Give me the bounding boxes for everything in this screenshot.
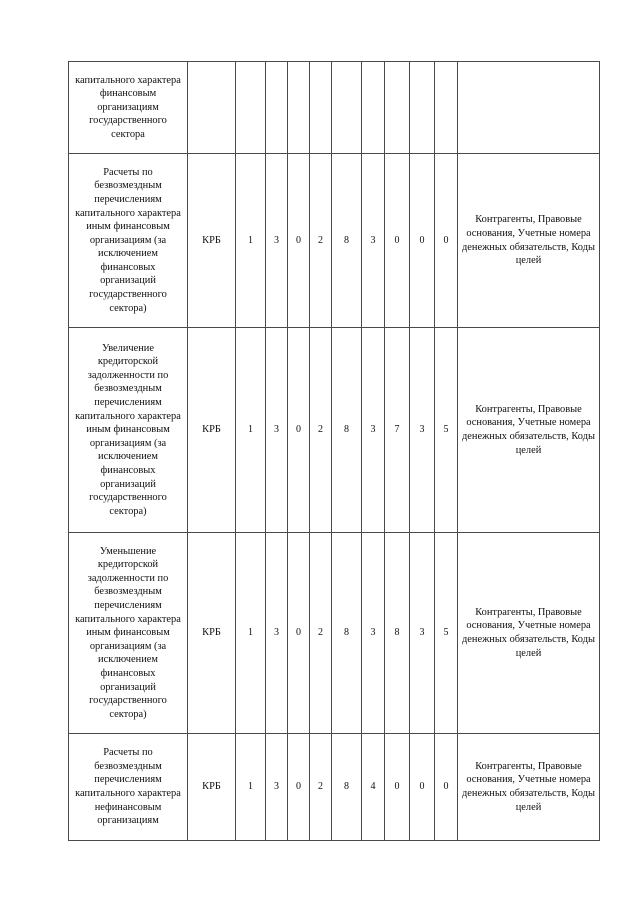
account-code-digit-cell — [410, 62, 435, 154]
account-code-digit-cell: 0 — [288, 328, 310, 533]
account-code-digit-cell — [385, 62, 410, 154]
accounts-table — [68, 61, 600, 841]
account-code-digit-cell: 2 — [310, 154, 332, 328]
account-code-digit-cell: 2 — [310, 328, 332, 533]
account-name-cell: Уменьшение кредиторской задолженности по безвозмездным перечислениям капитального характера иным финансовым организациям (за исключением финансовых организаций государственного сектора) — [69, 533, 188, 734]
account-code-digit-cell: 0 — [385, 734, 410, 841]
account-code-digit-cell: 3 — [266, 533, 288, 734]
table-row — [69, 328, 600, 533]
account-name-cell: Увеличение кредиторской задолженности по безвозмездным перечислениям капитального характера иным финансовым организациям (за исключением финансовых организаций государственного сектора) — [69, 328, 188, 533]
account-code-digit-cell: 0 — [435, 734, 458, 841]
analytics-cell: Контрагенты, Правовые основания, Учетные номера денежных обязательств, Коды целей — [458, 328, 600, 533]
kpb-cell: КРБ — [188, 734, 236, 841]
kpb-cell: КРБ — [188, 328, 236, 533]
account-code-digit-cell: 2 — [310, 533, 332, 734]
account-code-digit-cell: 0 — [288, 533, 310, 734]
account-code-digit-cell: 8 — [332, 734, 362, 841]
account-code-digit-cell — [310, 62, 332, 154]
account-code-digit-cell: 0 — [435, 154, 458, 328]
account-code-digit-cell: 1 — [236, 154, 266, 328]
account-code-digit-cell: 3 — [266, 328, 288, 533]
account-code-digit-cell: 7 — [385, 328, 410, 533]
account-code-digit-cell: 1 — [236, 328, 266, 533]
account-code-digit-cell: 4 — [362, 734, 385, 841]
account-code-digit-cell: 3 — [266, 734, 288, 841]
account-code-digit-cell: 3 — [410, 533, 435, 734]
account-code-digit-cell: 0 — [410, 734, 435, 841]
account-code-digit-cell: 1 — [236, 533, 266, 734]
account-code-digit-cell: 8 — [332, 328, 362, 533]
account-code-digit-cell: 0 — [288, 154, 310, 328]
table-row — [69, 734, 600, 841]
account-code-digit-cell: 3 — [410, 328, 435, 533]
account-code-digit-cell — [332, 62, 362, 154]
account-code-digit-cell: 2 — [310, 734, 332, 841]
analytics-cell: Контрагенты, Правовые основания, Учетные номера денежных обязательств, Коды целей — [458, 533, 600, 734]
account-name-cell: Расчеты по безвозмездным перечислениям капитального характера иным финансовым организациям (за исключением финансовых организаций государственного сектора) — [69, 154, 188, 328]
account-code-digit-cell — [236, 62, 266, 154]
account-code-digit-cell: 5 — [435, 328, 458, 533]
account-code-digit-cell: 5 — [435, 533, 458, 734]
table-row — [69, 62, 600, 154]
account-code-digit-cell: 3 — [266, 154, 288, 328]
analytics-cell: Контрагенты, Правовые основания, Учетные номера денежных обязательств, Коды целей — [458, 154, 600, 328]
table-row — [69, 533, 600, 734]
kpb-cell — [188, 62, 236, 154]
account-code-digit-cell: 0 — [288, 734, 310, 841]
analytics-cell — [458, 62, 600, 154]
account-code-digit-cell — [266, 62, 288, 154]
account-code-digit-cell: 8 — [385, 533, 410, 734]
account-name-cell: капитального характера финансовым организациям государственного сектора — [69, 62, 188, 154]
account-code-digit-cell: 0 — [410, 154, 435, 328]
account-code-digit-cell: 1 — [236, 734, 266, 841]
table-row — [69, 154, 600, 328]
kpb-cell: КРБ — [188, 533, 236, 734]
account-code-digit-cell: 0 — [385, 154, 410, 328]
account-code-digit-cell: 8 — [332, 533, 362, 734]
account-code-digit-cell: 3 — [362, 154, 385, 328]
account-code-digit-cell: 3 — [362, 533, 385, 734]
account-code-digit-cell: 3 — [362, 328, 385, 533]
account-name-cell: Расчеты по безвозмездным перечислениям капитального характера нефинансовым организациям — [69, 734, 188, 841]
account-code-digit-cell — [288, 62, 310, 154]
account-code-digit-cell: 8 — [332, 154, 362, 328]
account-code-digit-cell — [362, 62, 385, 154]
kpb-cell: КРБ — [188, 154, 236, 328]
account-code-digit-cell — [435, 62, 458, 154]
analytics-cell: Контрагенты, Правовые основания, Учетные номера денежных обязательств, Коды целей — [458, 734, 600, 841]
table-body — [69, 62, 600, 841]
